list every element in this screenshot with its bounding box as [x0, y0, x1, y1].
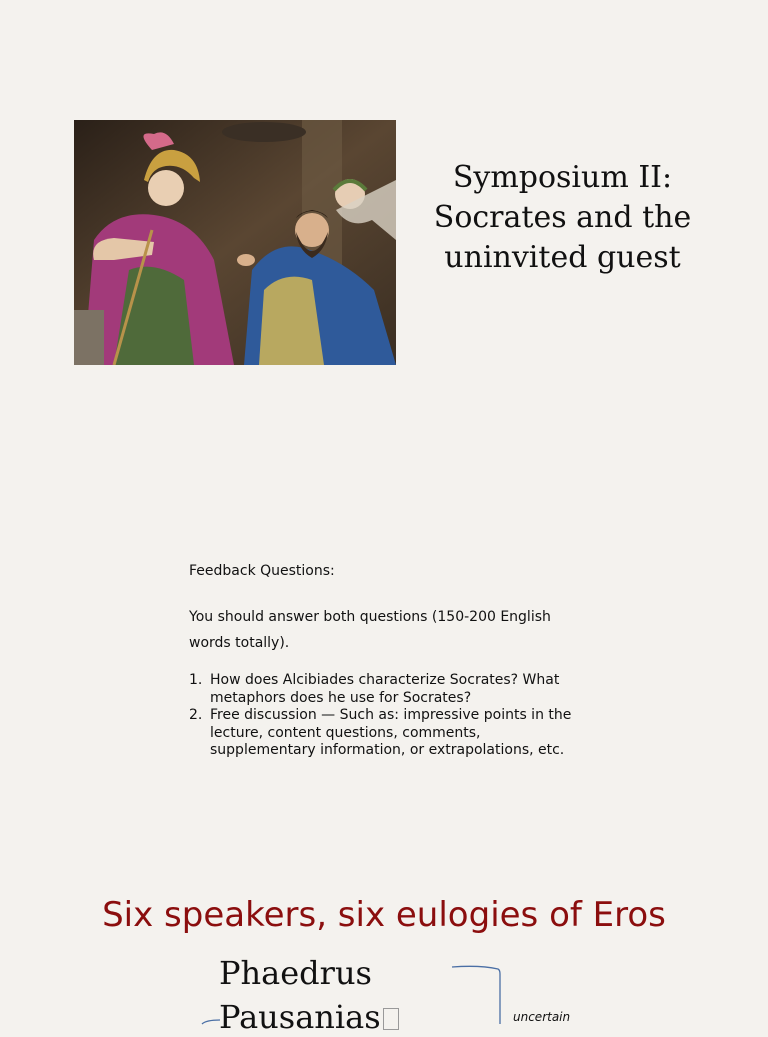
- feedback-question-list: [189, 672, 589, 760]
- speaker-phaedrus: Phaedrus: [219, 954, 372, 992]
- question-text: How does Alcibiades characterize Socrates? What metaphors does he use for Socrates?: [210, 672, 560, 706]
- speakers-slide-title: Six speakers, six eulogies of Eros: [102, 895, 666, 935]
- speaker-pausanias: [219, 997, 399, 1037]
- question-number: 2.: [189, 707, 203, 723]
- title-line-2: Socrates and the: [433, 200, 692, 235]
- title-line-1: Symposium II:: [452, 160, 673, 195]
- question-text: Free discussion — Such as: impressive points in the lecture, content questions, comments, supplementary information, or extrapolations, etc.: [210, 707, 572, 758]
- question-number: 1.: [189, 672, 203, 688]
- feedback-question-item: [189, 672, 589, 707]
- speaker-name: Pausanias: [219, 998, 381, 1036]
- feedback-section: [189, 560, 589, 760]
- painting-alcibiades-socrates-icon: [74, 120, 396, 365]
- missing-glyph-icon: [383, 1008, 399, 1030]
- connector-curve-icon: [198, 1016, 228, 1026]
- title-line-3: uninvited guest: [444, 240, 681, 275]
- feedback-heading: Feedback Questions:: [189, 563, 335, 579]
- feedback-question-item: [189, 707, 589, 760]
- annotation-uncertain: uncertain: [513, 1010, 571, 1024]
- feedback-instructions: You should answer both questions (150-200 English words totally).: [189, 609, 551, 651]
- painting-image: [74, 120, 396, 365]
- bracket-icon: [440, 960, 510, 1030]
- slide-title: [410, 158, 715, 278]
